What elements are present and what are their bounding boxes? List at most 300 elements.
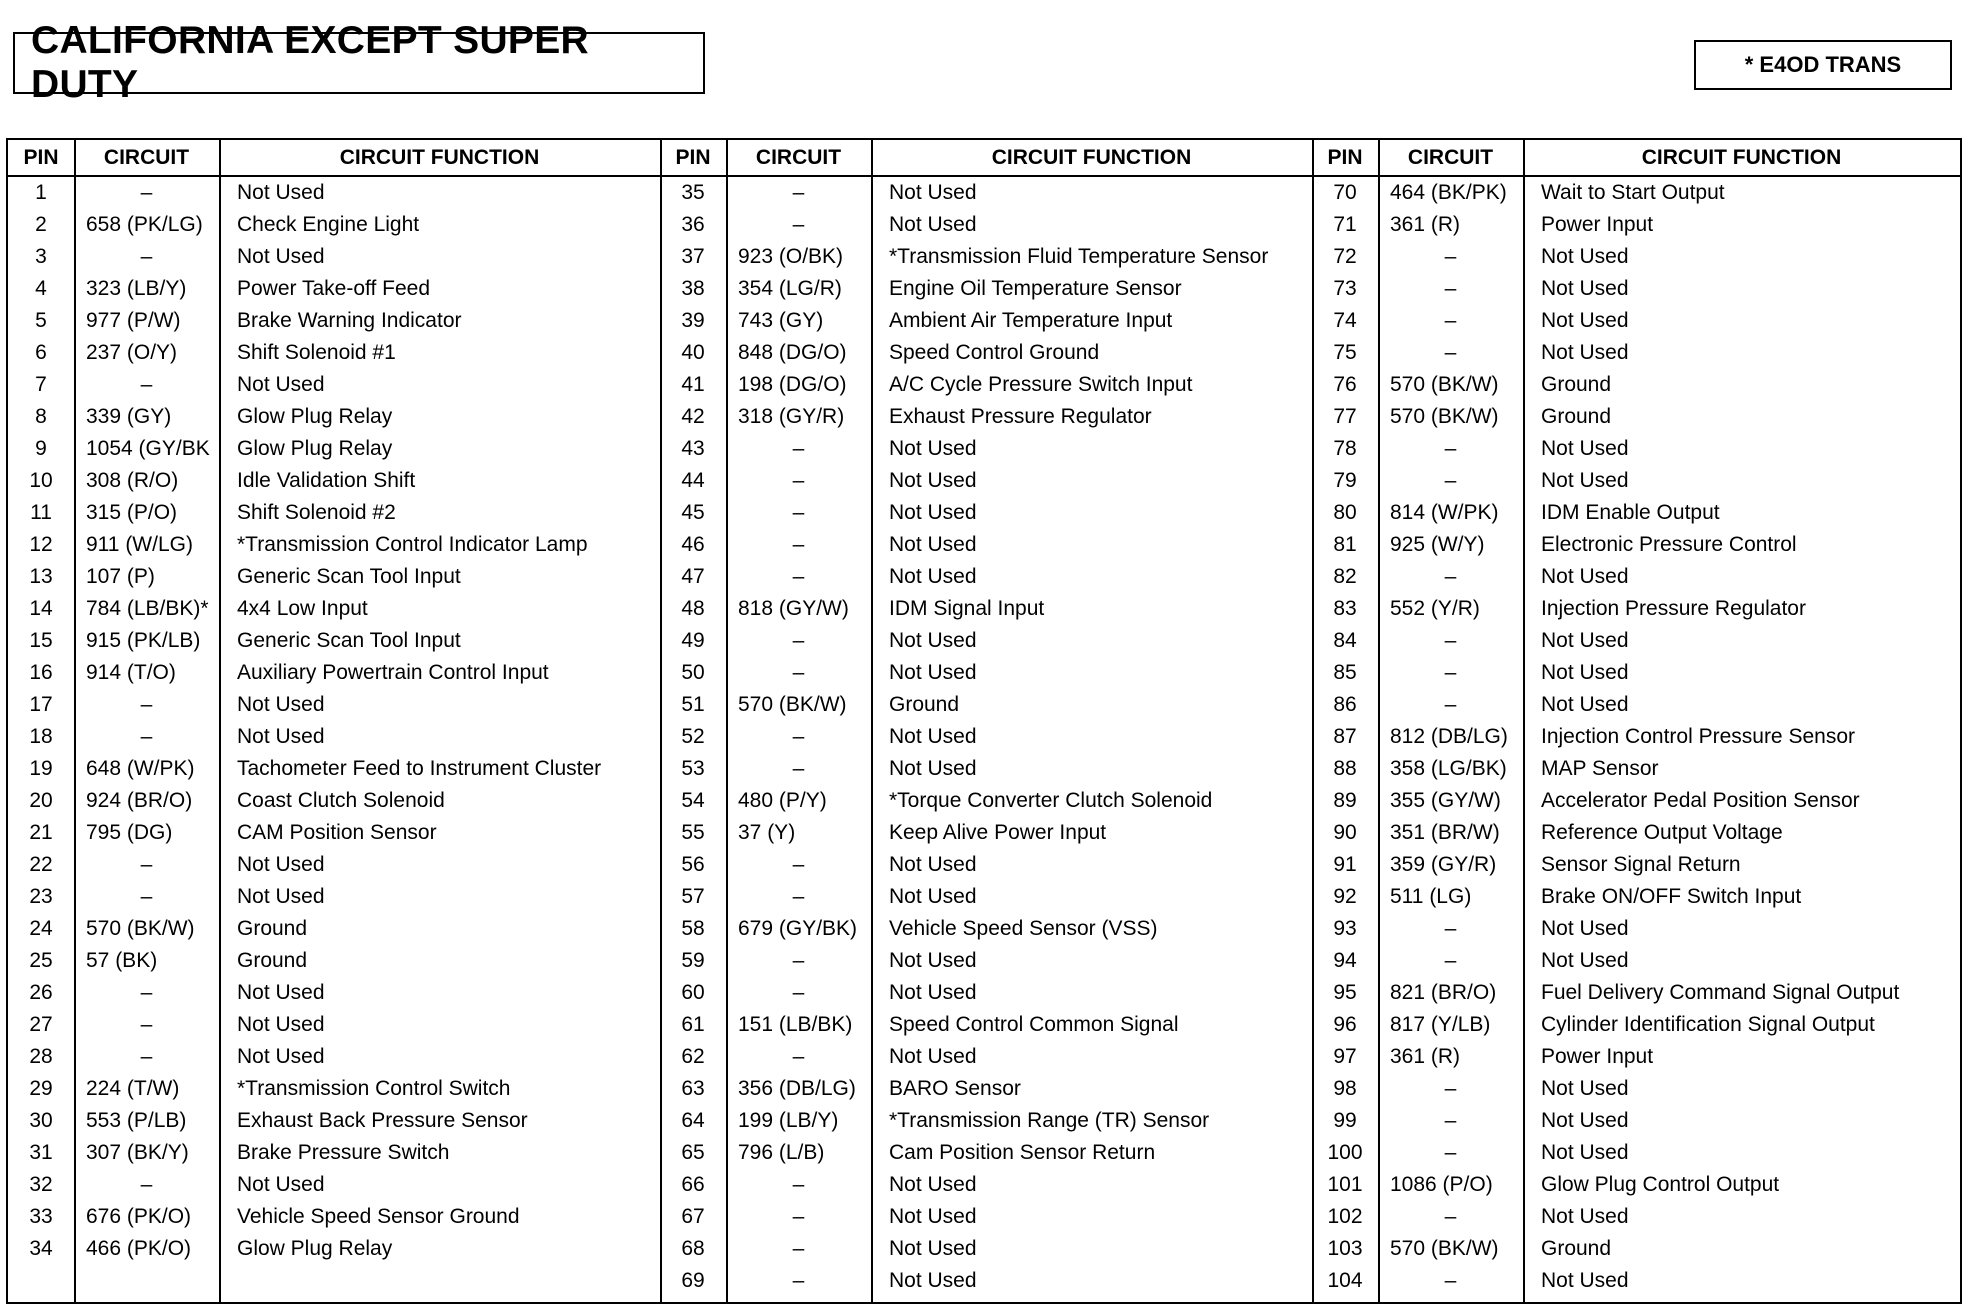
pin-cell: 73: [1333, 277, 1357, 300]
function-cell: IDM Signal Input: [889, 597, 1045, 620]
circuit-cell: –: [792, 1237, 805, 1260]
table-row: [8, 209, 660, 241]
pin-cell: 25: [29, 949, 53, 972]
function-cell: Accelerator Pedal Position Sensor: [1541, 789, 1860, 812]
function-cell: Not Used: [1541, 1109, 1629, 1132]
function-cell: Not Used: [237, 181, 325, 204]
pin-cell: 78: [1333, 437, 1357, 460]
pin-cell: 22: [29, 853, 53, 876]
pin-cell: 62: [681, 1045, 705, 1068]
pin-cell: 31: [29, 1141, 53, 1164]
table-row: [660, 337, 1312, 369]
circuit-cell: –: [792, 757, 805, 780]
table-row: [660, 913, 1312, 945]
circuit-cell: 199 (LB/Y): [738, 1109, 839, 1132]
circuit-cell: –: [1444, 309, 1457, 332]
circuit-cell: –: [792, 437, 805, 460]
circuit-cell: –: [1444, 437, 1457, 460]
pin-cell: 40: [681, 341, 705, 364]
circuit-cell: –: [1444, 341, 1457, 364]
table-row: [1312, 1073, 1960, 1105]
table-row: [660, 273, 1312, 305]
function-cell: Not Used: [889, 981, 977, 1004]
pin-cell: 97: [1333, 1045, 1357, 1068]
table-row: [660, 1137, 1312, 1169]
circuit-cell: –: [140, 693, 153, 716]
table-row: [1312, 1009, 1960, 1041]
table-row: [8, 1073, 660, 1105]
function-cell: Not Used: [889, 181, 977, 204]
function-cell: Not Used: [1541, 1205, 1629, 1228]
pin-cell: 64: [681, 1109, 705, 1132]
function-cell: Not Used: [889, 885, 977, 908]
pin-cell: 37: [681, 245, 705, 268]
circuit-cell: 915 (PK/LB): [86, 629, 201, 652]
circuit-cell: –: [792, 885, 805, 908]
circuit-cell: 37 (Y): [738, 821, 796, 844]
function-cell: IDM Enable Output: [1541, 501, 1720, 524]
pin-cell: 82: [1333, 565, 1357, 588]
circuit-cell: –: [792, 533, 805, 556]
function-cell: *Transmission Control Indicator Lamp: [237, 533, 588, 556]
pin-cell: 21: [29, 821, 53, 844]
table-row: [1312, 497, 1960, 529]
function-cell: Reference Output Voltage: [1541, 821, 1783, 844]
table-row: [1312, 369, 1960, 401]
circuit-cell: –: [792, 1205, 805, 1228]
pin-cell: 98: [1333, 1077, 1357, 1100]
circuit-cell: 315 (P/O): [86, 501, 178, 524]
table-row: [8, 1041, 660, 1073]
pin-cell: 66: [681, 1173, 705, 1196]
circuit-cell: 914 (T/O): [86, 661, 176, 684]
group-divider: [660, 140, 662, 1302]
function-cell: Injection Control Pressure Sensor: [1541, 725, 1855, 748]
pin-cell: 89: [1333, 789, 1357, 812]
pin-cell: 99: [1333, 1109, 1357, 1132]
table-row: [660, 625, 1312, 657]
function-cell: Not Used: [237, 693, 325, 716]
pin-cell: 24: [29, 917, 53, 940]
table-row: [1312, 1169, 1960, 1201]
table-row: [660, 465, 1312, 497]
pin-cell: 76: [1333, 373, 1357, 396]
circuit-cell: 570 (BK/W): [738, 693, 847, 716]
column-divider: [726, 140, 728, 1302]
pin-cell: 92: [1333, 885, 1357, 908]
table-row: [8, 1233, 660, 1265]
function-cell: Exhaust Pressure Regulator: [889, 405, 1152, 428]
function-cell: Ground: [889, 693, 960, 716]
function-cell: Glow Plug Relay: [237, 1237, 393, 1260]
circuit-cell: 466 (PK/O): [86, 1237, 192, 1260]
pin-cell: 74: [1333, 309, 1357, 332]
pin-cell: 42: [681, 405, 705, 428]
pin-cell: 43: [681, 437, 705, 460]
pin-cell: 55: [681, 821, 705, 844]
function-cell: MAP Sensor: [1541, 757, 1659, 780]
function-cell: Not Used: [1541, 469, 1629, 492]
function-cell: Electronic Pressure Control: [1541, 533, 1797, 556]
table-row: [660, 401, 1312, 433]
function-cell: Engine Oil Temperature Sensor: [889, 277, 1182, 300]
pin-cell: 14: [29, 597, 53, 620]
function-cell: *Transmission Fluid Temperature Sensor: [889, 245, 1269, 268]
function-cell: Not Used: [1541, 693, 1629, 716]
function-cell: Not Used: [1541, 949, 1629, 972]
circuit-cell: –: [1444, 629, 1457, 652]
function-cell: Speed Control Ground: [889, 341, 1100, 364]
function-cell: *Torque Converter Clutch Solenoid: [889, 789, 1213, 812]
circuit-cell: 795 (DG): [86, 821, 173, 844]
table-row: [1312, 913, 1960, 945]
function-cell: Glow Plug Relay: [237, 437, 393, 460]
function-cell: Not Used: [889, 213, 977, 236]
table-row: [1312, 241, 1960, 273]
pin-cell: 103: [1327, 1237, 1363, 1260]
pin-cell: 102: [1327, 1205, 1363, 1228]
circuit-cell: –: [1444, 949, 1457, 972]
pin-cell: 49: [681, 629, 705, 652]
header-circuit: CIRCUIT: [755, 146, 842, 169]
pin-cell: 100: [1327, 1141, 1363, 1164]
pin-cell: 30: [29, 1109, 53, 1132]
table-row: [660, 977, 1312, 1009]
table-row: [1312, 753, 1960, 785]
pin-cell: 23: [29, 885, 53, 908]
table-row: [1312, 465, 1960, 497]
table-row: [1312, 1265, 1960, 1297]
table-row: [660, 849, 1312, 881]
pin-cell: 96: [1333, 1013, 1357, 1036]
header-function: CIRCUIT FUNCTION: [339, 146, 540, 169]
circuit-cell: 308 (R/O): [86, 469, 179, 492]
table-row: [8, 1169, 660, 1201]
function-cell: Not Used: [889, 437, 977, 460]
pin-cell: 67: [681, 1205, 705, 1228]
circuit-cell: –: [140, 245, 153, 268]
circuit-cell: 821 (BR/O): [1390, 981, 1497, 1004]
pin-cell: 77: [1333, 405, 1357, 428]
function-cell: Shift Solenoid #1: [237, 341, 396, 364]
table-row: [8, 657, 660, 689]
pin-cell: 59: [681, 949, 705, 972]
pin-cell: 68: [681, 1237, 705, 1260]
pin-cell: 54: [681, 789, 705, 812]
circuit-cell: –: [140, 885, 153, 908]
pin-cell: 65: [681, 1141, 705, 1164]
pin-cell: 19: [29, 757, 53, 780]
function-cell: Glow Plug Control Output: [1541, 1173, 1780, 1196]
table-row: [1312, 849, 1960, 881]
table-row: [8, 913, 660, 945]
table-row: [660, 945, 1312, 977]
pin-cell: 7: [35, 373, 47, 396]
table-row: [1312, 401, 1960, 433]
pin-cell: 2: [35, 213, 47, 236]
circuit-cell: –: [792, 1269, 805, 1292]
circuit-cell: 818 (GY/W): [738, 597, 849, 620]
circuit-cell: –: [140, 181, 153, 204]
pin-cell: 88: [1333, 757, 1357, 780]
table-row: [1312, 657, 1960, 689]
circuit-cell: –: [792, 1173, 805, 1196]
circuit-cell: 323 (LB/Y): [86, 277, 187, 300]
table-row: [8, 465, 660, 497]
function-cell: Ambient Air Temperature Input: [889, 309, 1173, 332]
function-cell: Not Used: [237, 1045, 325, 1068]
circuit-cell: 552 (Y/R): [1390, 597, 1480, 620]
table-row: [1312, 593, 1960, 625]
pin-cell: 52: [681, 725, 705, 748]
function-cell: Not Used: [237, 853, 325, 876]
circuit-cell: –: [140, 1045, 153, 1068]
pin-cell: 29: [29, 1077, 53, 1100]
function-cell: Not Used: [1541, 629, 1629, 652]
table-row: [660, 593, 1312, 625]
header-row: [8, 140, 660, 177]
pin-cell: 35: [681, 181, 705, 204]
table-row: [8, 529, 660, 561]
function-cell: Not Used: [889, 1269, 977, 1292]
header-pin: PIN: [1327, 146, 1363, 169]
pin-cell: 51: [681, 693, 705, 716]
function-cell: A/C Cycle Pressure Switch Input: [889, 373, 1193, 396]
rows-group-1: [8, 177, 660, 1265]
pin-cell: 15: [29, 629, 53, 652]
circuit-cell: 784 (LB/BK)*: [86, 597, 209, 620]
pin-cell: 27: [29, 1013, 53, 1036]
circuit-cell: 676 (PK/O): [86, 1205, 192, 1228]
function-cell: Not Used: [889, 725, 977, 748]
table-row: [8, 497, 660, 529]
function-cell: Fuel Delivery Command Signal Output: [1541, 981, 1900, 1004]
circuit-cell: 511 (LG): [1390, 885, 1472, 908]
pin-cell: 34: [29, 1237, 53, 1260]
pin-cell: 91: [1333, 853, 1357, 876]
pin-cell: 8: [35, 405, 47, 428]
circuit-cell: –: [1444, 693, 1457, 716]
column-divider: [871, 140, 873, 1302]
pin-cell: 81: [1333, 533, 1357, 556]
pin-cell: 39: [681, 309, 705, 332]
pin-cell: 71: [1333, 213, 1357, 236]
circuit-cell: 977 (P/W): [86, 309, 181, 332]
pin-cell: 93: [1333, 917, 1357, 940]
circuit-cell: 570 (BK/W): [1390, 1237, 1499, 1260]
circuit-cell: 359 (GY/R): [1390, 853, 1497, 876]
table-row: [660, 689, 1312, 721]
header-row: [660, 140, 1312, 177]
function-cell: Not Used: [889, 533, 977, 556]
table-row: [1312, 209, 1960, 241]
circuit-cell: –: [792, 629, 805, 652]
circuit-cell: 923 (O/BK): [738, 245, 844, 268]
circuit-cell: –: [792, 853, 805, 876]
function-cell: Not Used: [889, 1173, 977, 1196]
pin-cell: 75: [1333, 341, 1357, 364]
table-row: [1312, 785, 1960, 817]
table-row: [660, 721, 1312, 753]
function-cell: *Transmission Control Switch: [237, 1077, 511, 1100]
circuit-cell: 743 (GY): [738, 309, 824, 332]
pin-cell: 10: [29, 469, 53, 492]
pin-cell: 79: [1333, 469, 1357, 492]
pin-cell: 46: [681, 533, 705, 556]
circuit-cell: 351 (BR/W): [1390, 821, 1500, 844]
pin-cell: 48: [681, 597, 705, 620]
circuit-cell: 318 (GY/R): [738, 405, 845, 428]
column-divider: [74, 140, 76, 1302]
function-cell: Not Used: [889, 949, 977, 972]
table-row: [660, 1265, 1312, 1297]
header-row: [1312, 140, 1960, 177]
function-cell: Brake ON/OFF Switch Input: [1541, 885, 1802, 908]
table-row: [1312, 977, 1960, 1009]
table-row: [8, 1137, 660, 1169]
function-cell: Keep Alive Power Input: [889, 821, 1107, 844]
circuit-cell: 817 (Y/LB): [1390, 1013, 1491, 1036]
table-row: [8, 849, 660, 881]
pin-cell: 6: [35, 341, 47, 364]
circuit-cell: –: [792, 981, 805, 1004]
function-cell: *Transmission Range (TR) Sensor: [889, 1109, 1210, 1132]
circuit-cell: 307 (BK/Y): [86, 1141, 189, 1164]
pin-cell: 13: [29, 565, 53, 588]
circuit-cell: –: [140, 725, 153, 748]
circuit-cell: 553 (P/LB): [86, 1109, 187, 1132]
table-row: [660, 1233, 1312, 1265]
table-row: [8, 593, 660, 625]
function-cell: Ground: [237, 917, 308, 940]
table-row: [1312, 1105, 1960, 1137]
page-title: CALIFORNIA EXCEPT SUPER DUTY: [13, 32, 705, 94]
circuit-cell: 464 (BK/PK): [1390, 181, 1507, 204]
function-cell: Not Used: [889, 501, 977, 524]
pin-cell: 33: [29, 1205, 53, 1228]
pin-cell: 101: [1327, 1173, 1363, 1196]
column-divider: [1378, 140, 1380, 1302]
table-row: [660, 785, 1312, 817]
function-cell: Coast Clutch Solenoid: [237, 789, 445, 812]
pin-cell: 50: [681, 661, 705, 684]
function-cell: Not Used: [889, 1237, 977, 1260]
circuit-cell: –: [792, 661, 805, 684]
circuit-cell: –: [1444, 1109, 1457, 1132]
function-cell: Ground: [1541, 1237, 1612, 1260]
column-divider: [219, 140, 221, 1302]
table-row: [660, 497, 1312, 529]
table-row: [660, 1041, 1312, 1073]
circuit-cell: 911 (W/LG): [86, 533, 193, 556]
table-row: [660, 1201, 1312, 1233]
function-cell: Not Used: [1541, 277, 1629, 300]
pin-cell: 32: [29, 1173, 53, 1196]
function-cell: Not Used: [237, 885, 325, 908]
table-row: [8, 1105, 660, 1137]
circuit-cell: –: [1444, 469, 1457, 492]
pin-cell: 1: [35, 181, 47, 204]
pin-cell: 36: [681, 213, 705, 236]
function-cell: Ground: [237, 949, 308, 972]
circuit-cell: 570 (BK/W): [86, 917, 195, 940]
table-row: [8, 721, 660, 753]
function-cell: Generic Scan Tool Input: [237, 629, 461, 652]
circuit-cell: 924 (BR/O): [86, 789, 193, 812]
function-cell: Not Used: [889, 1045, 977, 1068]
circuit-cell: 57 (BK): [86, 949, 158, 972]
circuit-cell: 925 (W/Y): [1390, 533, 1485, 556]
table-row: [1312, 689, 1960, 721]
pin-cell: 63: [681, 1077, 705, 1100]
pin-cell: 16: [29, 661, 53, 684]
table-row: [8, 977, 660, 1009]
circuit-cell: –: [792, 565, 805, 588]
header-function: CIRCUIT FUNCTION: [991, 146, 1192, 169]
circuit-cell: 1054 (GY/BK: [86, 437, 210, 460]
table-row: [660, 1169, 1312, 1201]
circuit-cell: 658 (PK/LG): [86, 213, 203, 236]
table-row: [8, 273, 660, 305]
function-cell: Not Used: [889, 757, 977, 780]
circuit-cell: 339 (GY): [86, 405, 172, 428]
function-cell: Wait to Start Output: [1541, 181, 1725, 204]
circuit-cell: 361 (R): [1390, 1045, 1461, 1068]
circuit-cell: –: [1444, 565, 1457, 588]
circuit-cell: 848 (DG/O): [738, 341, 847, 364]
circuit-cell: 480 (P/Y): [738, 789, 827, 812]
function-cell: Cam Position Sensor Return: [889, 1141, 1156, 1164]
header-pin: PIN: [675, 146, 711, 169]
table-row: [8, 177, 660, 209]
function-cell: Not Used: [237, 725, 325, 748]
function-cell: Not Used: [1541, 917, 1629, 940]
table-row: [1312, 945, 1960, 977]
table-row: [8, 945, 660, 977]
function-cell: Not Used: [1541, 1141, 1629, 1164]
function-cell: Not Used: [1541, 1077, 1629, 1100]
table-row: [8, 337, 660, 369]
table-row: [1312, 177, 1960, 209]
circuit-cell: –: [140, 981, 153, 1004]
circuit-cell: 796 (L/B): [738, 1141, 825, 1164]
table-row: [1312, 881, 1960, 913]
function-cell: Brake Pressure Switch: [237, 1141, 450, 1164]
table-row: [660, 241, 1312, 273]
table-row: [660, 177, 1312, 209]
pin-cell: 72: [1333, 245, 1357, 268]
function-cell: Not Used: [1541, 1269, 1629, 1292]
circuit-cell: –: [1444, 245, 1457, 268]
pin-cell: 58: [681, 917, 705, 940]
table-row: [660, 529, 1312, 561]
pin-cell: 45: [681, 501, 705, 524]
table-row: [1312, 1233, 1960, 1265]
circuit-cell: 358 (LG/BK): [1390, 757, 1507, 780]
table-row: [1312, 433, 1960, 465]
circuit-cell: –: [792, 469, 805, 492]
function-cell: Vehicle Speed Sensor Ground: [237, 1205, 520, 1228]
pin-cell: 86: [1333, 693, 1357, 716]
function-cell: Not Used: [1541, 245, 1629, 268]
function-cell: 4x4 Low Input: [237, 597, 368, 620]
circuit-cell: 151 (LB/BK): [738, 1013, 853, 1036]
function-cell: Not Used: [237, 981, 325, 1004]
table-row: [8, 625, 660, 657]
pin-cell: 84: [1333, 629, 1357, 652]
table-row: [1312, 817, 1960, 849]
function-cell: Not Used: [1541, 341, 1629, 364]
